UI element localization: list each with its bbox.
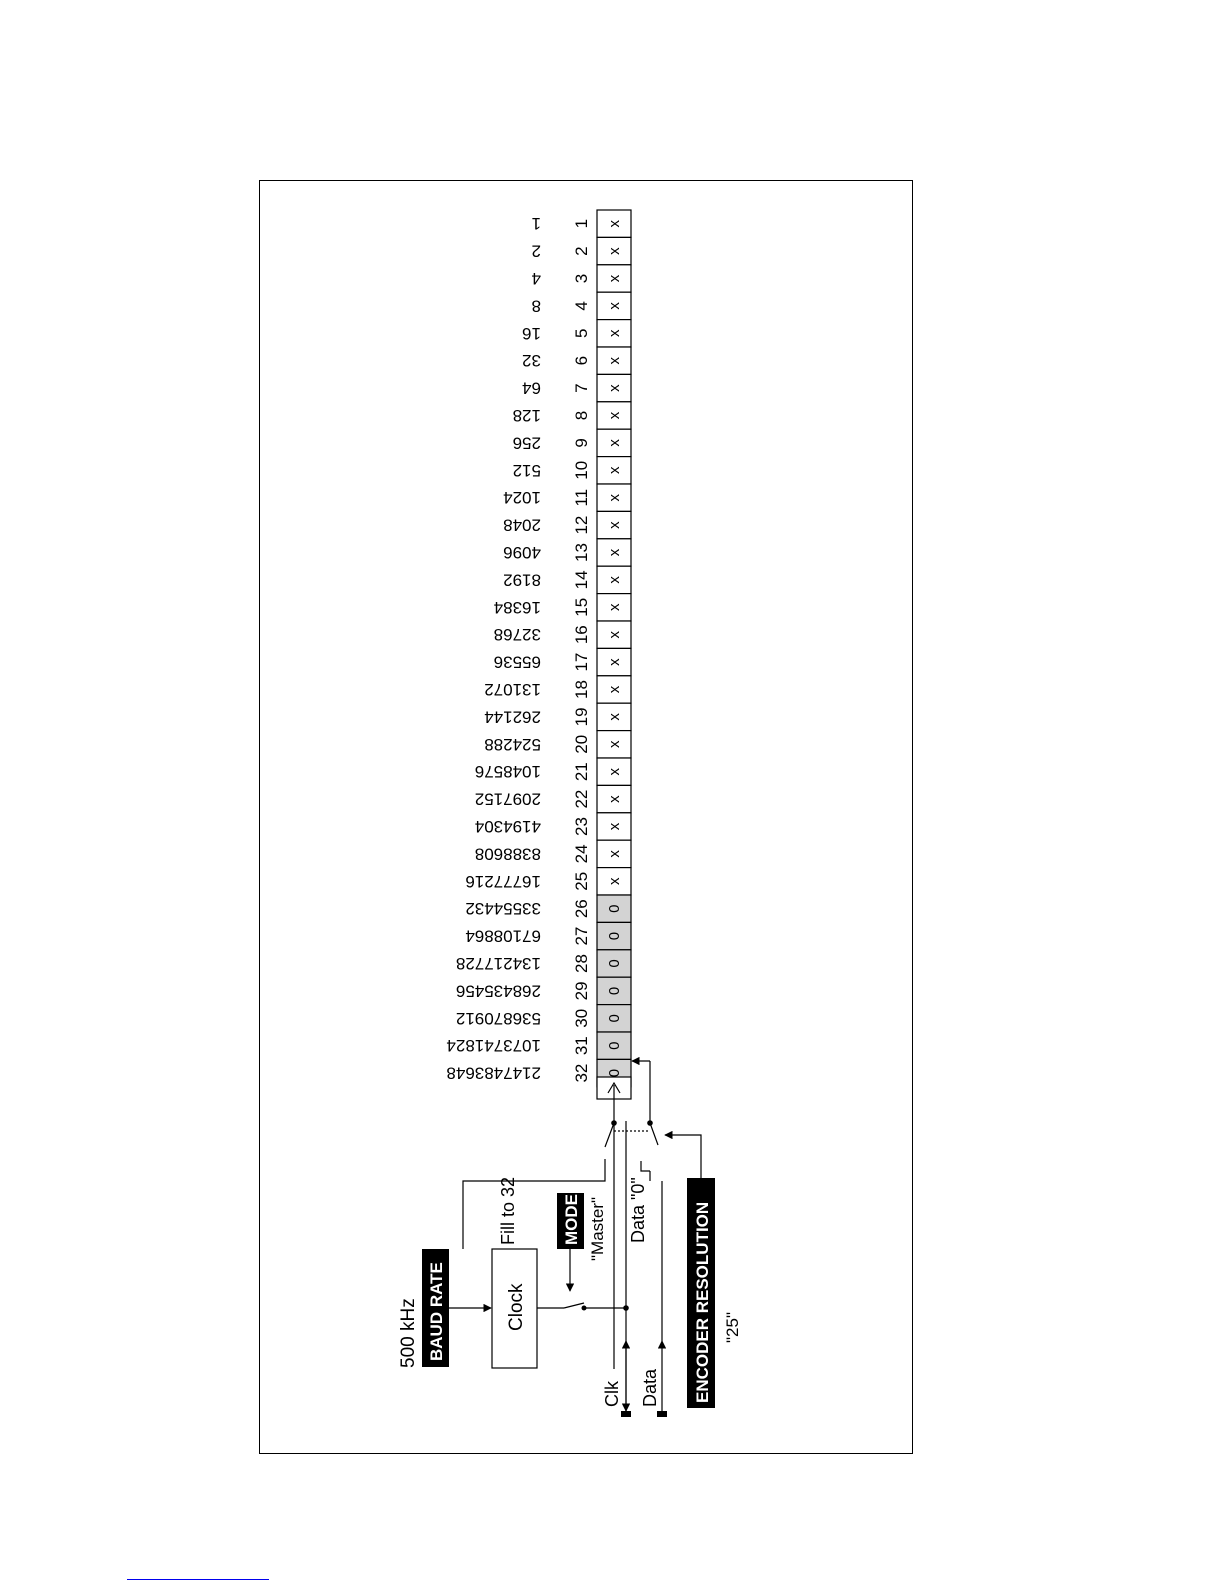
bit-index-label: 6 xyxy=(572,355,591,366)
bit-value: 0 xyxy=(606,1068,623,1078)
bit-17 xyxy=(494,648,631,675)
bit-7 xyxy=(522,374,631,401)
bit-index-label: 16 xyxy=(572,625,591,645)
bit-weight-label: 1 xyxy=(531,214,541,234)
bit-index-label: 12 xyxy=(572,515,591,535)
bit-value: x xyxy=(606,302,623,310)
bit-index-label: 3 xyxy=(572,273,591,284)
bit-value: x xyxy=(606,576,623,584)
data-zero-label: Data "0" xyxy=(628,1177,648,1243)
bit-index-label: 1 xyxy=(572,218,591,229)
bit-8 xyxy=(513,402,631,429)
bit-2 xyxy=(532,237,631,264)
mode-label: MODE xyxy=(562,1194,581,1245)
bit-3 xyxy=(532,265,631,292)
bit-weight-label: 67108864 xyxy=(465,926,541,946)
data-terminal xyxy=(657,1411,667,1417)
bit-31 xyxy=(446,1032,631,1059)
bit-11 xyxy=(503,484,631,511)
bit-value: x xyxy=(606,795,623,803)
bit-weight-label: 2048 xyxy=(503,515,541,535)
bit-index-label: 23 xyxy=(572,817,591,836)
bit-register xyxy=(446,210,631,1087)
bit-value: x xyxy=(606,219,623,228)
bit-weight-label: 8192 xyxy=(503,570,541,590)
bit-value: x xyxy=(606,274,623,283)
bit-28 xyxy=(456,950,631,977)
bit-index-label: 15 xyxy=(572,597,591,617)
bit-index-label: 5 xyxy=(572,328,591,339)
bit-value: x xyxy=(606,877,623,886)
bit-21 xyxy=(475,758,631,785)
bit-value: x xyxy=(606,329,623,338)
bit-weight-label: 2147483648 xyxy=(446,1063,541,1083)
bit-value: x xyxy=(606,603,623,612)
encoder-resolution-label: ENCODER RESOLUTION xyxy=(693,1201,712,1403)
bit-27 xyxy=(465,922,631,949)
bit-weight-label: 128 xyxy=(512,406,541,425)
baud-rate-label: BAUD RATE xyxy=(427,1262,446,1361)
bit-weight-label: 131072 xyxy=(484,680,541,699)
bit-value: 0 xyxy=(606,986,623,996)
bit-14 xyxy=(503,566,631,593)
bit-value: x xyxy=(606,685,623,694)
bit-index-label: 20 xyxy=(572,734,591,754)
bit-index-label: 30 xyxy=(572,1008,591,1028)
bit-weight-label: 4096 xyxy=(503,543,541,562)
bit-index-label: 18 xyxy=(572,680,591,699)
bit-weight-label: 536870912 xyxy=(455,1008,541,1028)
clock-wiring xyxy=(448,1121,662,1411)
figure-frame xyxy=(259,180,913,1454)
bit-weight-label: 16 xyxy=(522,323,541,343)
baud-rate-value: 500 kHz xyxy=(398,1298,419,1368)
clock-label: Clock xyxy=(506,1283,527,1331)
bit-weight-label: 8388608 xyxy=(474,844,541,864)
bit-weight-label: 65536 xyxy=(493,652,541,672)
bit-value: x xyxy=(606,713,623,721)
bit-13 xyxy=(503,539,631,566)
bit-index-label: 26 xyxy=(572,899,591,919)
bit-value: x xyxy=(606,740,623,749)
clk-terminal xyxy=(621,1411,631,1417)
bit-25 xyxy=(465,868,631,895)
bit-value: 0 xyxy=(606,959,623,968)
bit-18 xyxy=(484,676,631,703)
bit-value: x xyxy=(606,493,623,502)
bit-index-label: 9 xyxy=(572,438,591,448)
bit-6 xyxy=(522,347,631,374)
bit-weight-label: 262144 xyxy=(484,707,541,727)
data-label: Data xyxy=(640,1368,660,1407)
bit-value: x xyxy=(606,822,623,831)
bit-index-label: 10 xyxy=(572,460,591,480)
clk-label: Clk xyxy=(602,1381,622,1407)
bit-weight-label: 1048576 xyxy=(474,762,541,782)
bit-index-label: 8 xyxy=(572,410,591,421)
bit-weight-label: 512 xyxy=(512,460,541,480)
encoder-resolution-value: "25" xyxy=(723,1312,742,1343)
bit-24 xyxy=(475,840,631,867)
bit-index-label: 13 xyxy=(572,543,591,562)
bit-4 xyxy=(532,292,631,319)
bit-index-label: 14 xyxy=(572,570,591,590)
bit-index-label: 2 xyxy=(572,246,591,256)
bit-value: 0 xyxy=(606,931,623,941)
bit-value: x xyxy=(606,630,623,639)
bit-26 xyxy=(465,895,631,922)
bit-index-label: 11 xyxy=(572,488,591,507)
bit-index-label: 24 xyxy=(572,844,591,864)
bit-weight-label: 4194304 xyxy=(474,817,541,836)
bit-23 xyxy=(475,813,631,840)
bit-9 xyxy=(513,429,631,456)
bit-1 xyxy=(532,210,631,237)
bit-value: x xyxy=(606,439,623,447)
bit-weight-label: 524288 xyxy=(484,734,541,754)
bit-weight-label: 2 xyxy=(531,241,541,261)
bit-value: 0 xyxy=(606,1014,623,1023)
bit-value: x xyxy=(606,658,623,666)
bit-index-label: 4 xyxy=(572,301,591,311)
bit-value: x xyxy=(606,767,623,776)
bit-30 xyxy=(456,1005,631,1032)
bit-15 xyxy=(494,594,631,621)
bit-weight-label: 2097152 xyxy=(474,789,541,809)
bit-weight-label: 8 xyxy=(531,296,541,316)
bit-16 xyxy=(494,621,631,648)
bit-weight-label: 16777216 xyxy=(465,871,541,891)
bit-value: x xyxy=(606,356,623,365)
bit-index-label: 28 xyxy=(572,954,591,973)
bit-weight-label: 32 xyxy=(522,351,541,371)
bit-index-label: 22 xyxy=(572,789,591,809)
bit-value: x xyxy=(606,548,623,557)
bit-value: x xyxy=(606,384,623,392)
fill-to-32-label: Fill to 32 xyxy=(498,1176,518,1245)
bit-10 xyxy=(513,457,631,484)
bit-weight-label: 16384 xyxy=(493,597,541,617)
bit-value: x xyxy=(606,411,623,420)
bit-weight-label: 64 xyxy=(522,378,541,398)
bit-index-label: 27 xyxy=(572,926,591,946)
bit-weight-label: 1024 xyxy=(503,488,541,508)
bit-weight-label: 256 xyxy=(512,433,541,453)
bit-value: x xyxy=(606,850,623,858)
bit-index-label: 19 xyxy=(572,707,591,727)
bit-index-label: 25 xyxy=(572,871,591,891)
bit-5 xyxy=(522,320,631,347)
bit-12 xyxy=(503,511,631,538)
footnote-rule xyxy=(127,1579,269,1580)
bit-weight-label: 1073741824 xyxy=(446,1036,541,1056)
bit-value: x xyxy=(606,466,623,475)
bit-index-label: 17 xyxy=(572,652,591,672)
bit-weight-label: 33554432 xyxy=(465,899,541,919)
shift-register-diagram xyxy=(260,181,914,1455)
mode-value: "Master" xyxy=(588,1196,607,1261)
bit-value: x xyxy=(606,247,623,255)
bit-index-label: 21 xyxy=(572,762,591,782)
bit-20 xyxy=(484,731,631,758)
bit-weight-label: 4 xyxy=(531,269,541,288)
bit-19 xyxy=(484,703,631,730)
bit-value: 0 xyxy=(606,1041,623,1050)
bit-22 xyxy=(475,785,631,812)
bit-index-label: 31 xyxy=(572,1036,591,1056)
bit-value: 0 xyxy=(606,904,623,913)
bit-29 xyxy=(456,977,631,1004)
bit-weight-label: 32768 xyxy=(493,625,541,645)
bit-value: x xyxy=(606,521,623,529)
bit-index-label: 32 xyxy=(572,1063,591,1083)
bit-weight-label: 134217728 xyxy=(455,954,541,973)
bit-weight-label: 268435456 xyxy=(455,981,541,1001)
bit-index-label: 7 xyxy=(572,383,591,393)
bit-index-label: 29 xyxy=(572,981,591,1001)
register-input-arrow xyxy=(608,1083,620,1123)
